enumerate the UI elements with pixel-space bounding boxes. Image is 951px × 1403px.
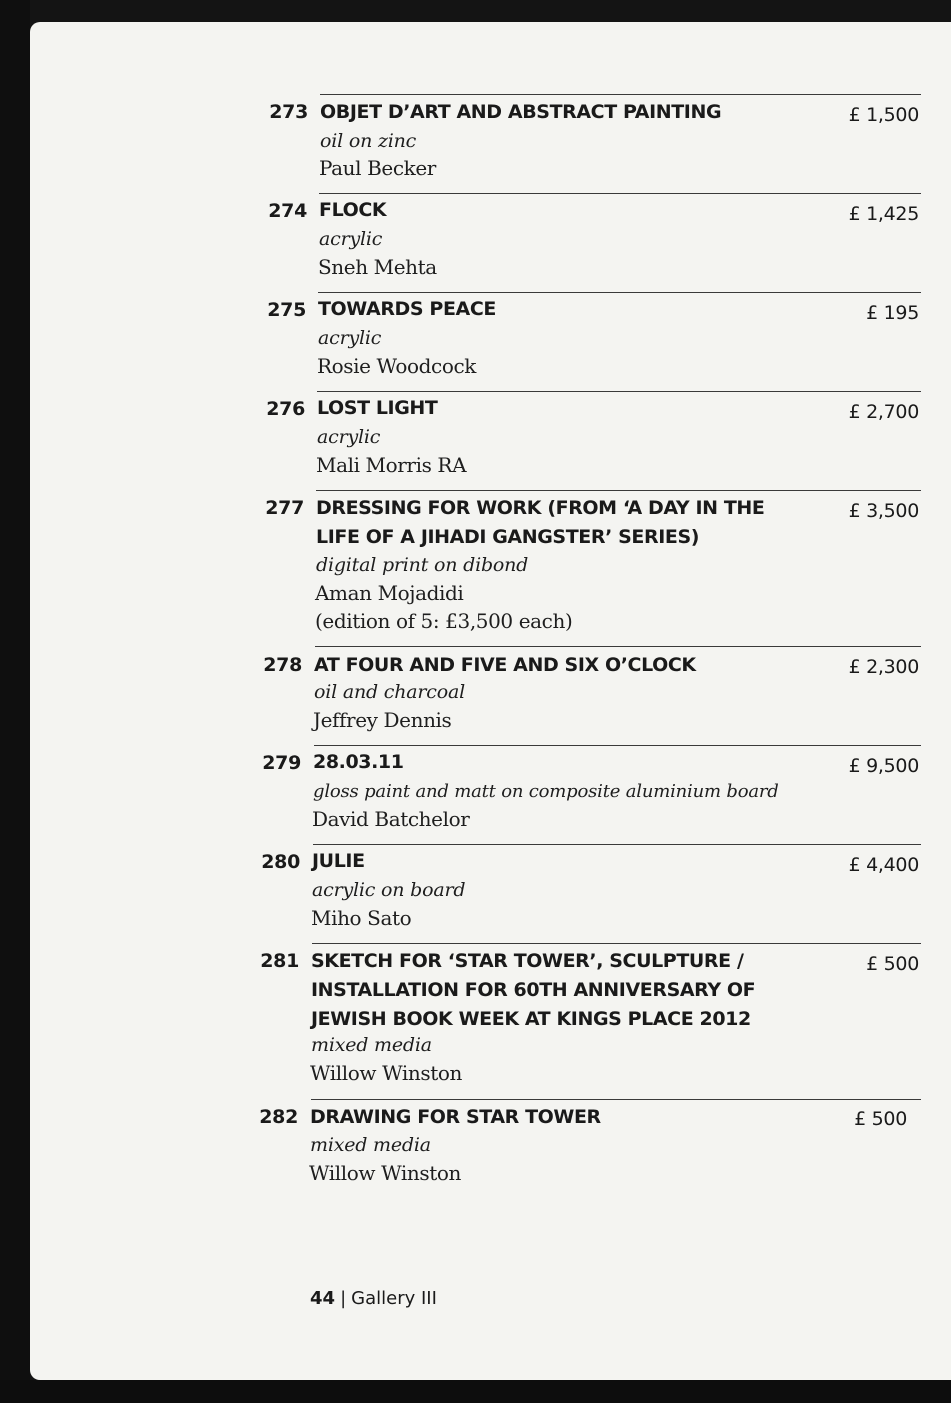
entry-divider	[316, 490, 921, 491]
artwork-title: SKETCH FOR ‘STAR TOWER’, SCULPTURE / INSTALLATION FOR 60TH ANNIVERSARY OF JEWISH BOOK WEEK AT KINGS PLACE 2012	[311, 950, 756, 1030]
artwork-medium: mixed media	[310, 1134, 431, 1156]
artist-name: Jeffrey Dennis	[313, 708, 452, 732]
artist-name: Rosie Woodcock	[317, 354, 476, 378]
artwork-title: LOST LIGHT	[317, 397, 438, 419]
artwork-medium: mixed media	[311, 1034, 432, 1056]
artist-name: Sneh Mehta	[318, 255, 437, 279]
artwork-price: £ 4,400	[848, 854, 919, 876]
entry-divider	[317, 391, 921, 392]
entry-divider	[318, 292, 921, 293]
artwork-price: £ 1,500	[848, 104, 919, 126]
artwork-price: £ 500	[854, 1108, 907, 1130]
entry-divider	[315, 646, 921, 647]
artist-name: Willow Winston	[310, 1061, 463, 1085]
artwork-price: £ 2,300	[848, 656, 919, 678]
artwork-medium: acrylic	[318, 327, 382, 349]
section-name: Gallery III	[351, 1288, 437, 1309]
footer-separator: |	[340, 1288, 347, 1309]
artwork-title: FLOCK	[319, 199, 387, 221]
lot-number: 273	[269, 101, 308, 123]
lot-number: 279	[262, 752, 301, 774]
artist-name: Willow Winston	[309, 1161, 462, 1185]
artist-name: Mali Morris RA	[316, 453, 467, 477]
lot-number: 274	[268, 200, 307, 222]
artist-name: David Batchelor	[312, 807, 470, 831]
page-number: 44	[310, 1288, 336, 1309]
lot-number: 275	[267, 299, 306, 321]
artist-name: Aman Mojadidi	[315, 581, 464, 605]
artwork-title: DRESSING FOR WORK (FROM ‘A DAY IN THE LIFE OF A JIHADI GANGSTER’ SERIES)	[316, 497, 765, 548]
artwork-title: OBJET D’ART AND ABSTRACT PAINTING	[320, 101, 722, 123]
entry-divider	[319, 193, 921, 194]
artwork-title: 28.03.11	[313, 751, 404, 773]
artwork-price: £ 3,500	[848, 500, 919, 522]
artwork-title: DRAWING FOR STAR TOWER	[310, 1106, 601, 1128]
artwork-medium: gloss paint and matt on composite aluminium board	[313, 781, 779, 802]
artwork-medium: acrylic	[317, 426, 381, 448]
lot-number: 277	[265, 497, 304, 519]
lot-number: 281	[260, 950, 299, 972]
artwork-title: TOWARDS PEACE	[318, 298, 496, 320]
artwork-medium: oil and charcoal	[314, 681, 465, 703]
catalogue-page	[30, 22, 951, 1380]
page-bottom-shadow	[0, 1380, 951, 1403]
artwork-price: £ 500	[866, 953, 919, 975]
page-left-shadow	[0, 0, 30, 1403]
entry-divider	[313, 844, 921, 845]
artwork-price: £ 9,500	[848, 755, 919, 777]
artwork-price: £ 1,425	[848, 203, 919, 225]
artwork-price: £ 195	[866, 302, 919, 324]
page-footer	[310, 1288, 437, 1309]
artwork-medium: acrylic on board	[312, 879, 466, 901]
lot-number: 282	[259, 1106, 298, 1128]
entry-divider	[320, 94, 921, 95]
artwork-medium: digital print on dibond	[316, 554, 529, 576]
artwork-medium: oil on zinc	[320, 130, 417, 152]
entry-divider	[312, 943, 921, 944]
artist-name: Paul Becker	[319, 156, 436, 180]
edition-note: (edition of 5: £3,500 each)	[315, 609, 573, 633]
lot-number: 280	[261, 851, 300, 873]
lot-number: 276	[266, 398, 305, 420]
artwork-medium: acrylic	[319, 228, 383, 250]
artwork-title: AT FOUR AND FIVE AND SIX O’CLOCK	[314, 654, 696, 676]
artwork-title: JULIE	[312, 850, 365, 872]
artwork-price: £ 2,700	[848, 401, 919, 423]
artist-name: Miho Sato	[311, 906, 412, 930]
entry-divider	[311, 1099, 921, 1100]
lot-number: 278	[263, 654, 302, 676]
entry-divider	[314, 745, 921, 746]
